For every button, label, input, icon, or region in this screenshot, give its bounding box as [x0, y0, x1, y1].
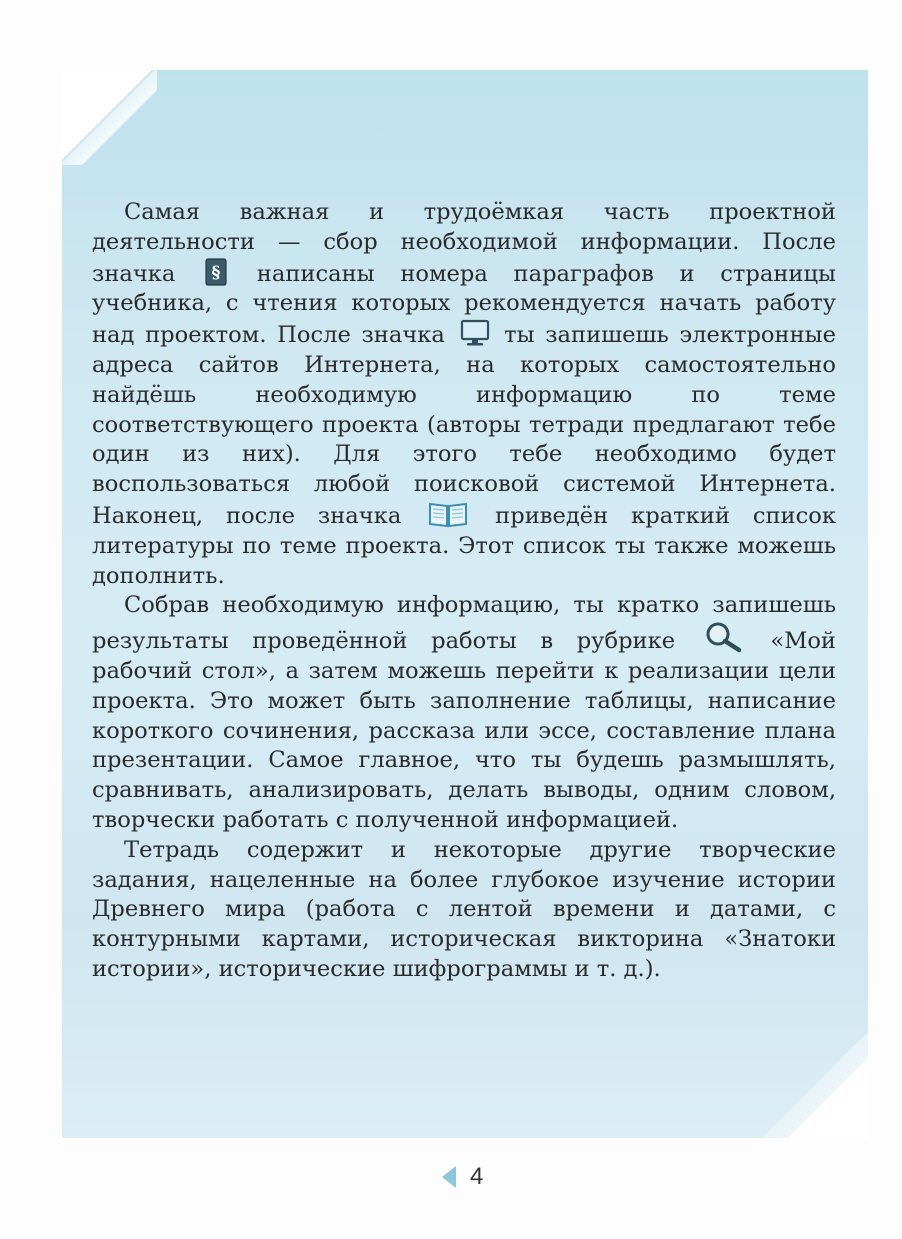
computer-monitor-icon — [460, 319, 490, 347]
page-marker-triangle-icon — [442, 1166, 456, 1188]
paragraph-text: приведён краткий список литературы по теме проекта. Этот список ты также можешь дополнить. — [92, 502, 836, 589]
page-footer — [442, 1163, 502, 1193]
magnifier-icon — [703, 621, 743, 653]
paragraph-text: Тетрадь содержит и некоторые другие творческие задания, нацеленные на более глубокое изучение истории Древнего мира (работа с лентой времени и датами, с контурными картами, историческая викторина «Знатоки истории», исторические шифрограммы и т. д.). — [92, 836, 836, 982]
paragraph-text: Самая важная и трудоёмкая часть проектной деятельности — сбор необходимой информации. После значка — [92, 199, 836, 287]
body-text — [92, 198, 836, 985]
section-sign-icon — [205, 258, 227, 286]
page-number: 4 — [470, 1163, 484, 1190]
paragraph — [92, 198, 836, 591]
paragraph — [92, 591, 836, 835]
paragraph-text: написаны номера параграфов и страницы учебника, с чтения которых рекомендуется начать работу над проектом. После значка — [92, 260, 836, 349]
open-book-icon — [428, 500, 468, 528]
bottom-right-corner-fold — [788, 1058, 868, 1138]
paragraph-text: Собрав необходимую информацию, ты кратко запишешь результаты проведённой работы в рубрике — [92, 592, 836, 655]
svg-text:§: § — [211, 262, 221, 283]
paragraph-text: «Мой рабочий стол», а затем можешь перейти к реализации цели проекта. Это может быть заполнение таблицы, написание короткого сочинения, рассказа или эссе, составление плана презентации. Самое главное, что ты будешь размышлять, сравнивать, анализировать, делать выводы, одним словом, творчески работать с полученной информацией. — [92, 628, 836, 833]
paragraph-text: ты запишешь электронные адреса сайтов Интернета, на которых самостоятельно найдёшь необходимую информацию по теме соответствующего проекта (авторы тетради предлагают тебе один из них). Для этого тебе необходимо будет воспользоваться любой поисковой системой Интернета. Наконец, после значка — [92, 322, 836, 529]
top-left-corner-fold — [62, 70, 152, 160]
paragraph — [92, 836, 836, 985]
